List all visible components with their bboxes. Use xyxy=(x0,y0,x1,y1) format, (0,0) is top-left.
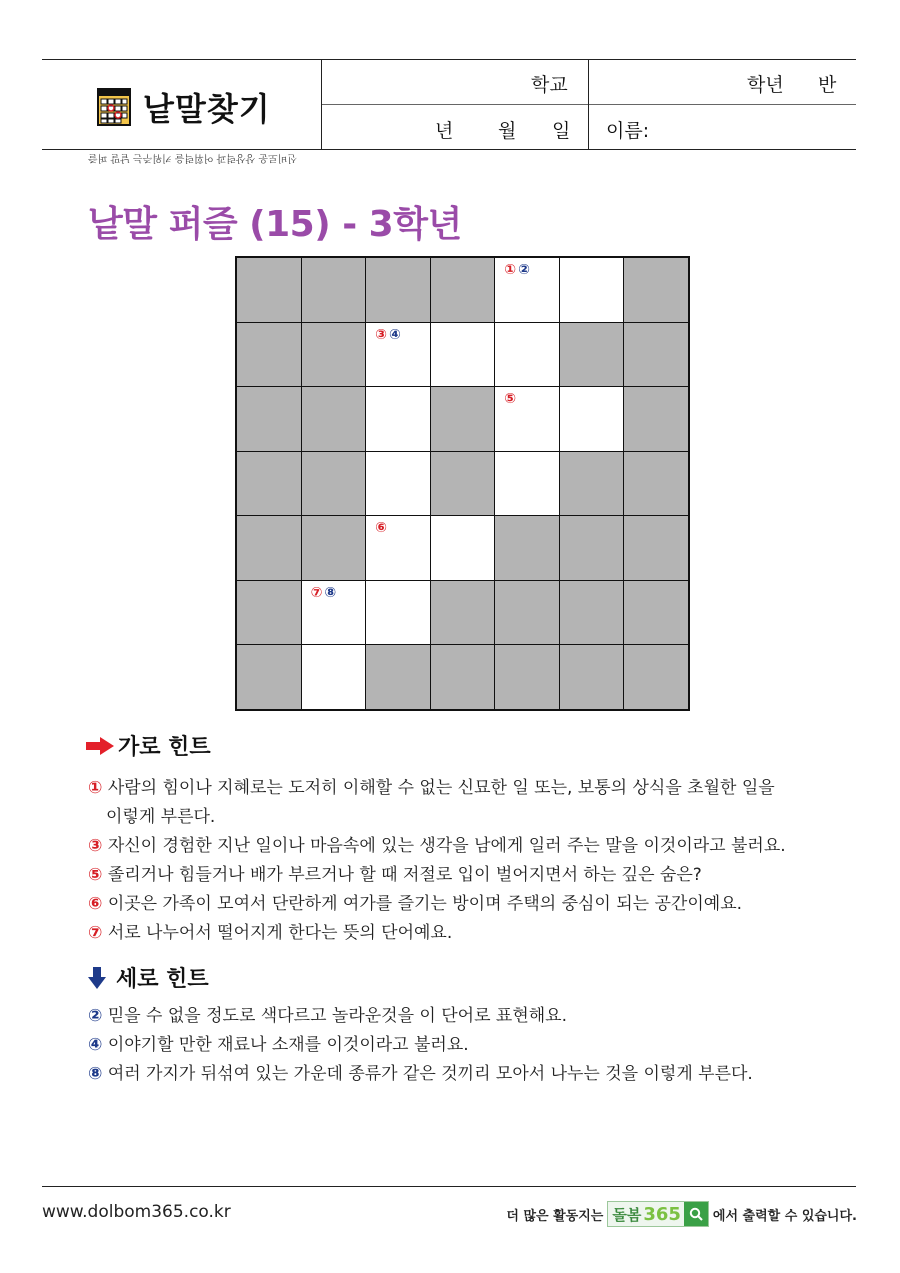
clue-number xyxy=(504,262,532,278)
grid-cell-shaded xyxy=(431,258,495,322)
grid-cell-shaded xyxy=(302,452,366,516)
clue-number xyxy=(311,585,339,601)
grid-cell-white[interactable] xyxy=(495,452,559,516)
across-hint-item xyxy=(88,918,452,943)
hint-text: 이곳은 가족이 모여서 단란하게 여가를 즐기는 방이며 주택의 중심이 되는 공간이예요. xyxy=(107,894,743,914)
hint-number: ⑦ xyxy=(88,923,103,943)
hint-number: ② xyxy=(88,1006,103,1026)
grid-cell-shaded xyxy=(237,645,301,709)
hint-text: 이렇게 부른다. xyxy=(106,807,216,827)
hint-number: ③ xyxy=(88,836,103,856)
header-bottom-border xyxy=(42,149,856,150)
grid-cell-shaded xyxy=(431,645,495,709)
grid-cell-shaded xyxy=(237,387,301,451)
grid-cell-shaded xyxy=(237,516,301,580)
clue-number xyxy=(375,327,403,343)
grid-cell-shaded xyxy=(366,645,430,709)
down-hint-header xyxy=(88,962,209,993)
grid-cell-shaded xyxy=(237,258,301,322)
logo-text-1: 돌봄 xyxy=(612,1205,642,1224)
grid-cell-shaded xyxy=(624,645,688,709)
across-hint-header xyxy=(86,730,211,761)
dolbom365-logo[interactable] xyxy=(607,1201,709,1227)
grid-cell-white[interactable] xyxy=(366,452,430,516)
clue-number-label: ③ xyxy=(375,326,389,343)
across-hint-item xyxy=(88,831,786,856)
down-arrow-icon xyxy=(88,967,106,989)
grid-cell-shaded xyxy=(495,645,559,709)
grid-cell-shaded xyxy=(302,258,366,322)
grid-cell-white[interactable] xyxy=(366,387,430,451)
footer-url[interactable]: www.dolbom365.co.kr xyxy=(42,1202,231,1222)
name-label: 이름: xyxy=(606,120,650,142)
day-label: 일 xyxy=(552,120,571,142)
brand xyxy=(97,84,271,130)
grid-cell-shaded xyxy=(495,581,559,645)
grid-cell-white[interactable] xyxy=(431,516,495,580)
hint-number: ⑥ xyxy=(88,894,103,914)
grid-cell-shaded xyxy=(560,581,624,645)
footer-pre-text: 더 많은 활동지는 xyxy=(506,1208,604,1224)
month-label: 월 xyxy=(498,120,517,142)
logo-text-2: 365 xyxy=(643,1203,681,1225)
grid-cell-white[interactable] xyxy=(560,258,624,322)
clue-number xyxy=(375,520,389,536)
clue-number xyxy=(504,391,518,407)
footer-note xyxy=(506,1201,857,1227)
grid-cell-shaded xyxy=(302,323,366,387)
clue-number-label: ⑥ xyxy=(375,520,389,537)
clue-number-label: ⑤ xyxy=(504,391,519,408)
across-hint-item xyxy=(88,773,775,798)
clue-number-label: ⑦ xyxy=(310,584,325,601)
clue-number-label: ② xyxy=(518,262,532,278)
down-hint-item xyxy=(88,1059,753,1084)
grid-cell-shaded xyxy=(624,323,688,387)
clue-number-label: ④ xyxy=(389,326,403,343)
grid-cell-shaded xyxy=(302,516,366,580)
grid-cell-shaded xyxy=(624,452,688,516)
across-hint-title: 가로 힌트 xyxy=(118,735,211,760)
grid-cell-shaded xyxy=(431,387,495,451)
hint-number: ① xyxy=(88,778,103,798)
grid-cell-white[interactable] xyxy=(431,323,495,387)
down-hint-item xyxy=(88,1030,469,1055)
grid-cell-white[interactable] xyxy=(302,581,366,645)
hint-text: 사람의 힘이나 지혜로는 도저히 이해할 수 없는 신묘한 일 또는, 보통의 상식을 초월한 일을 xyxy=(107,778,775,798)
across-hint-item xyxy=(106,802,215,827)
clue-number-label: ⑧ xyxy=(324,584,339,601)
grid-cell-shaded xyxy=(237,323,301,387)
grid-cell-white[interactable] xyxy=(560,387,624,451)
hint-text: 졸리거나 힘들거나 배가 부르거나 할 때 저절로 입이 벌어지면서 하는 깊은 숨은? xyxy=(107,865,702,885)
grid-cell-shaded xyxy=(495,516,559,580)
grade-label: 학년 xyxy=(747,74,784,96)
header-divider xyxy=(321,59,322,149)
hint-number: ⑧ xyxy=(88,1064,103,1084)
year-label: 년 xyxy=(435,120,454,142)
grid-cell-white[interactable] xyxy=(366,581,430,645)
grid-cell-shaded xyxy=(560,452,624,516)
grid-cell-shaded xyxy=(431,452,495,516)
hint-text: 여러 가지가 뒤섞여 있는 가운데 종류가 같은 것끼리 모아서 나누는 것을 이렇게 부른다. xyxy=(107,1064,753,1084)
grid-cell-white[interactable] xyxy=(302,645,366,709)
hint-text: 자신이 경험한 지난 일이나 마음속에 있는 생각을 남에게 일러 주는 말을 이것이라고 불러요. xyxy=(107,836,786,856)
hint-text: 이야기할 만한 재료나 소재를 이것이라고 불러요. xyxy=(107,1035,469,1055)
grid-cell-white[interactable] xyxy=(366,323,430,387)
across-hint-item xyxy=(88,860,702,885)
hint-text: 믿을 수 없을 정도로 색다르고 놀라운것을 이 단어로 표현해요. xyxy=(107,1006,567,1026)
search-icon xyxy=(684,1202,708,1226)
footer-post-text: 에서 출력할 수 있습니다. xyxy=(712,1208,857,1224)
grid-cell-white[interactable] xyxy=(495,387,559,451)
grid-cell-shaded xyxy=(624,516,688,580)
down-hint-item xyxy=(88,1001,567,1026)
grid-cell-shaded xyxy=(237,452,301,516)
grid-cell-shaded xyxy=(366,258,430,322)
grid-cell-shaded xyxy=(560,516,624,580)
grid-cell-shaded xyxy=(560,323,624,387)
header-top-border xyxy=(42,59,856,60)
grid-cell-white[interactable] xyxy=(366,516,430,580)
hint-number: ⑤ xyxy=(88,865,103,885)
grid-cell-shaded xyxy=(624,258,688,322)
grid-cell-shaded xyxy=(624,581,688,645)
hint-number: ④ xyxy=(88,1035,103,1055)
header-divider-2 xyxy=(588,59,589,149)
across-hint-item xyxy=(88,889,742,914)
hint-text: 서로 나누어서 떨어지게 한다는 뜻의 단어예요. xyxy=(107,923,453,943)
grid-cell-shaded xyxy=(624,387,688,451)
school-label: 학교 xyxy=(531,74,568,96)
page-title: 낱말 퍼즐 (15) - 3학년 xyxy=(88,204,462,245)
mirrored-subtitle: 신비로운 상상력과 어휘력을 키워주는 낱말 퍼즐 xyxy=(88,152,298,163)
grid-cell-white[interactable] xyxy=(495,323,559,387)
grid-cell-white[interactable] xyxy=(495,258,559,322)
footer-border xyxy=(42,1186,856,1187)
grid-cell-shaded xyxy=(560,645,624,709)
crossword-grid xyxy=(235,256,690,711)
grid-cell-shaded xyxy=(431,581,495,645)
grid-cell-shaded xyxy=(237,581,301,645)
brand-title: 낱말찾기 xyxy=(143,90,271,128)
grid-cell-shaded xyxy=(302,387,366,451)
down-hint-title: 세로 힌트 xyxy=(116,967,209,992)
class-label: 반 xyxy=(818,74,837,96)
clue-number-label: ① xyxy=(504,262,519,278)
right-arrow-icon xyxy=(86,737,114,755)
calendar-grid-icon xyxy=(97,88,131,126)
